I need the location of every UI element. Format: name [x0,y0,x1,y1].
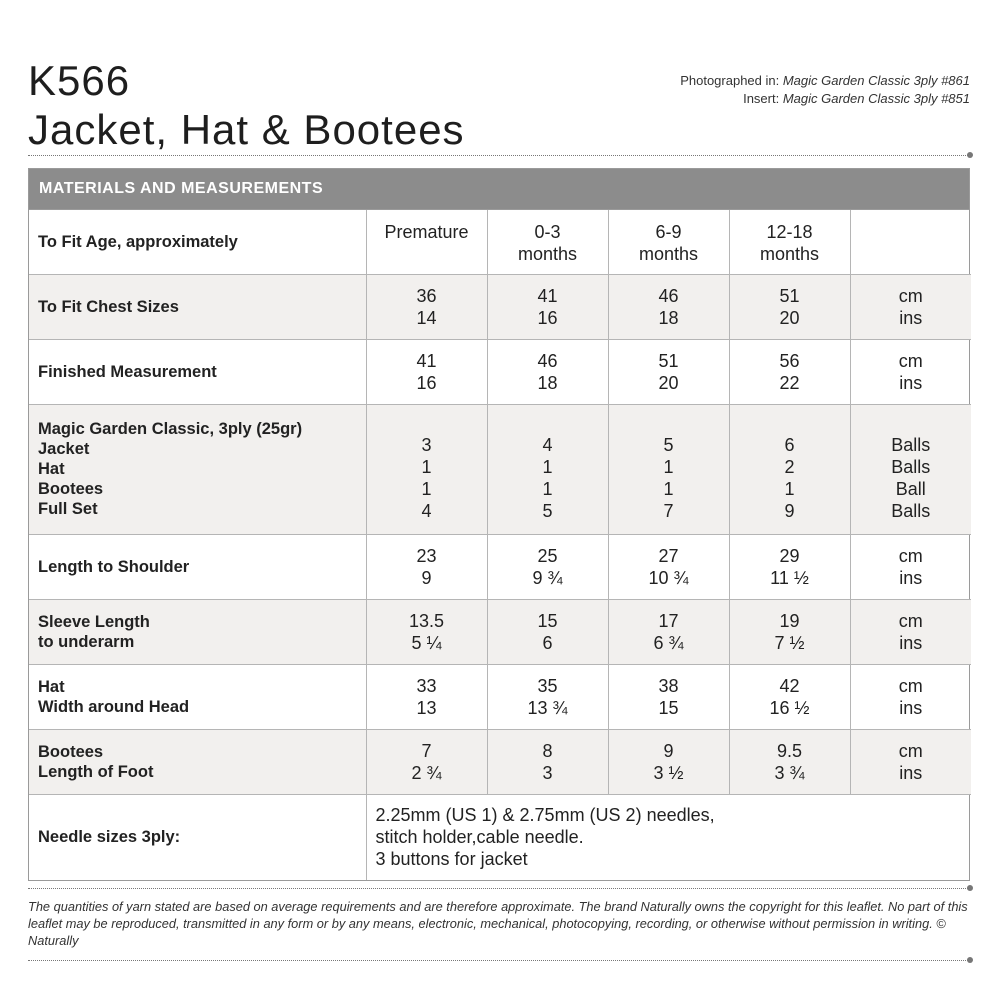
value-line: 20 [779,307,800,328]
value-line: 9 ¾ [532,567,563,588]
unit-cell [850,534,971,599]
insert-line [680,90,970,108]
value-line: 7 ½ [774,632,805,653]
row-label-text-line: Width around Head [38,697,190,716]
needle-details [366,794,971,880]
value [367,740,487,784]
unit-header-cell [850,210,971,274]
row-label-text [38,557,366,577]
value-line: 17 [658,610,679,631]
needle-line-line: stitch holder,cable needle. [375,827,584,848]
value [488,545,608,589]
row-label-text [38,612,366,652]
value-cell [366,664,487,729]
measurements-grid [29,210,971,880]
value-cell [487,729,608,794]
value-line: 5 ¼ [411,632,442,653]
materials-table [28,168,970,881]
value-line: 1 [421,479,432,499]
row-label: To Fit Age, approximately [29,210,366,274]
value-cell [608,274,729,339]
row-label [29,729,366,794]
value-line: 6 ¾ [653,632,684,653]
value-cell [366,599,487,664]
row-label-text-line: Magic Garden Classic, 3ply (25gr) [38,420,303,438]
value-line: 3 [421,435,432,455]
row-label-text [38,677,366,717]
value [609,675,729,719]
row-label-text-line: to underarm [38,632,135,651]
value-line: 18 [537,372,558,393]
value [609,740,729,784]
value-line: 1 [663,457,674,477]
value-line: 7 [663,501,674,521]
value-line: 46 [658,285,679,306]
insert-label: Insert: [743,91,783,106]
unit [851,610,972,654]
unit-line: ins [899,632,923,653]
value-line: 1 [421,457,432,477]
value-line: 46 [537,350,558,371]
value-cell [608,339,729,404]
row-label-text-line: Jacket [38,440,90,458]
value-line: 15 [537,610,558,631]
value [730,285,850,329]
divider-dot-end [967,152,973,158]
value-line: 27 [658,545,679,566]
value [488,740,608,784]
value-line: 3 ¾ [774,762,805,783]
value-line: 22 [779,372,800,393]
unit-cell [850,404,971,534]
value-line: 19 [779,610,800,631]
row-label-text [38,419,366,519]
divider-dot-end [967,885,973,891]
unit-line: cm [898,740,923,761]
value-line: 6 [542,632,553,653]
value-line: 9.5 [776,740,803,761]
value-line: 5 [542,501,553,521]
unit [851,545,972,589]
size-header [488,221,608,265]
value-line: 1 [663,479,674,499]
photographed-label: Photographed in: [680,73,783,88]
value-line: 9 [784,501,795,521]
value-line: 14 [416,307,437,328]
size-header [609,221,729,265]
value-line: 3 ½ [653,762,684,783]
row-label [29,664,366,729]
value [730,545,850,589]
size-header-line: months [638,244,699,264]
unit-line: Ball [895,479,926,499]
size-header-line: months [517,244,578,264]
value-cell [366,534,487,599]
value-line: 23 [416,545,437,566]
unit [851,675,972,719]
value-cell [608,599,729,664]
table-row [29,729,971,794]
value [730,740,850,784]
value-line: 38 [658,675,679,696]
value [488,675,608,719]
unit-line: Balls [891,501,931,521]
value-line: 4 [542,435,553,455]
value-line: 25 [537,545,558,566]
value-cell [608,729,729,794]
value-line: 41 [537,285,558,306]
value-line: 20 [658,372,679,393]
unit-line: ins [899,307,923,328]
unit-line: ins [899,372,923,393]
value-line: 1 [784,479,795,499]
size-header-cell [487,210,608,274]
value [367,545,487,589]
value-line: 11 ½ [770,567,809,588]
value [730,416,850,522]
row-label-text-line: Hat [38,677,65,696]
value-line: 2 ¾ [411,762,442,783]
unit-line: ins [899,567,923,588]
row-label-text-line: Length to Shoulder [38,557,190,576]
value-line: 4 [421,501,432,521]
unit [851,285,972,329]
pattern-code: K566 [28,57,131,104]
value-line: 15 [658,697,679,718]
row-label-text-line: Sleeve Length [38,612,150,631]
value-line: 16 [416,372,437,393]
value [367,675,487,719]
value [730,610,850,654]
size-header-cell [366,210,487,274]
value-line: 10 ¾ [648,567,689,588]
value-line: 29 [779,545,800,566]
value-line: 13 [416,697,437,718]
row-label-text-line: Bootees [38,480,104,498]
value-cell [487,534,608,599]
unit [851,350,972,394]
photographed-line [680,72,970,90]
value-line: 41 [416,350,437,371]
value [609,285,729,329]
table-row [29,664,971,729]
unit-line: cm [898,350,923,371]
value-line: 3 [542,762,553,783]
unit-cell [850,274,971,339]
size-header-cell [729,210,850,274]
value-cell [487,664,608,729]
value-cell [608,534,729,599]
value-cell [729,534,850,599]
size-header-line: Premature [384,222,469,242]
value-cell [608,404,729,534]
row-label-text-line: Finished Measurement [38,362,217,381]
table-row [29,274,971,339]
row-label-text [38,362,366,382]
size-header [367,221,487,243]
size-header-line: 6-9 [655,222,682,242]
value [730,675,850,719]
value [367,285,487,329]
value-line: 36 [416,285,437,306]
unit-cell [850,339,971,404]
value-line: 56 [779,350,800,371]
pattern-title: Jacket, Hat & Bootees [28,106,465,153]
unit-line: Balls [891,435,931,455]
value-cell [729,664,850,729]
row-label [29,534,366,599]
dotted-divider-bottom [28,960,972,961]
unit-cell [850,729,971,794]
value-cell [729,599,850,664]
value-line: 8 [542,740,553,761]
section-heading: MATERIALS AND MEASUREMENTS [29,169,969,210]
value-line: 16 ½ [769,697,810,718]
row-label-text-line: To Fit Chest Sizes [38,297,179,316]
value [730,350,850,394]
row-label-text [38,297,366,317]
value [367,350,487,394]
row-label [29,339,366,404]
divider-dot-end [967,957,973,963]
unit [851,416,972,522]
size-header-cell [608,210,729,274]
value-line: 9 [421,567,432,588]
table-row [29,404,971,534]
unit-line: ins [899,762,923,783]
size-header-line: months [759,244,820,264]
row-label [29,274,366,339]
value-line: 13 ¾ [527,697,568,718]
row-label-text-line: Bootees [38,742,104,761]
value-cell [729,404,850,534]
value-line: 7 [421,740,432,761]
row-label [29,599,366,664]
table-row [29,599,971,664]
insert-yarn: Magic Garden Classic 3ply #851 [782,91,970,106]
value [367,610,487,654]
row-label-text-line: Length of Foot [38,762,154,781]
unit-line: cm [898,285,923,306]
value-cell [487,404,608,534]
size-header-line: 0-3 [534,222,561,242]
value-line: 1 [542,457,553,477]
unit-line: Balls [891,457,931,477]
value-line: 5 [663,435,674,455]
needle-line [376,804,972,870]
unit-line: cm [898,675,923,696]
unit-cell [850,664,971,729]
value-line: 2 [784,457,795,477]
unit-line: cm [898,545,923,566]
row-label: Needle sizes 3ply: [29,794,366,880]
needle-line-line: 3 buttons for jacket [375,849,528,870]
row-label [29,404,366,534]
value-line: 9 [663,740,674,761]
photographed-yarn: Magic Garden Classic 3ply #861 [782,73,970,88]
value [609,545,729,589]
value-line: 6 [784,435,795,455]
value-line: 33 [416,675,437,696]
dotted-divider-top [28,155,972,156]
value-line: 1 [542,479,553,499]
dotted-divider-middle [28,888,972,889]
table-body [29,210,971,880]
size-header [730,221,850,265]
value-cell [608,664,729,729]
value [488,416,608,522]
row-label-text-line: Hat [38,460,65,478]
value-cell [487,274,608,339]
copyright-disclaimer: The quantities of yarn stated are based on average requirements and are therefore approximate. The brand Naturally owns the copyright for this leaflet. No part of this leaflet may be reproduced, transmitted in any form or by any means, electronic, mechanical, photocopying, recording, or otherwise without permission in writing. © Naturally [28,899,968,948]
value [609,350,729,394]
value-cell [366,404,487,534]
value [367,416,487,522]
table-row [29,210,971,274]
unit-line: cm [898,610,923,631]
value [488,285,608,329]
unit [851,740,972,784]
value [609,610,729,654]
value-cell [366,339,487,404]
value-line: 51 [658,350,679,371]
value-cell [366,729,487,794]
value-line: 35 [537,675,558,696]
value-cell [366,274,487,339]
value [488,350,608,394]
value-cell [729,729,850,794]
value-cell [487,339,608,404]
table-row [29,339,971,404]
value-line: 42 [779,675,800,696]
size-header-line: 12-18 [766,222,813,242]
value-line: 13.5 [408,610,445,631]
unit-cell [850,599,971,664]
row-label-text [38,742,366,782]
value-cell [729,339,850,404]
needle-line-line: 2.25mm (US 1) & 2.75mm (US 2) needles, [375,805,715,826]
value-line: 18 [658,307,679,328]
value-cell [487,599,608,664]
value-cell [729,274,850,339]
value-line: 51 [779,285,800,306]
row-label-text-line: Full Set [38,500,98,518]
unit-line: ins [899,697,923,718]
value [488,610,608,654]
table-row [29,534,971,599]
value [609,416,729,522]
yarn-info [680,72,970,108]
table-row [29,794,971,880]
value-line: 16 [537,307,558,328]
